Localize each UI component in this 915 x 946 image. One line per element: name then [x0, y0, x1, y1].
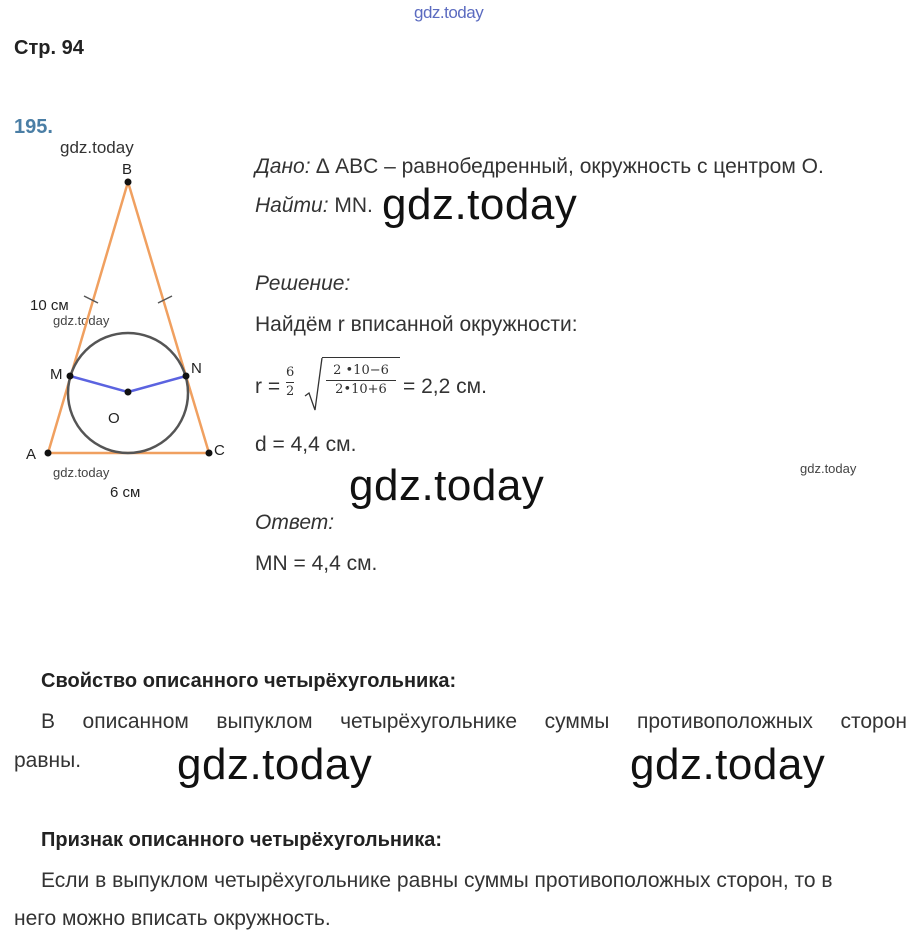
watermark-large-3: gdz.today — [177, 740, 373, 789]
label-c: C — [214, 442, 225, 459]
answer-text: MN = 4,4 см. — [255, 552, 378, 575]
watermark-figure-top: gdz.today — [60, 138, 134, 157]
label-m: M — [50, 366, 63, 383]
radius-on — [128, 376, 186, 392]
point-c — [206, 450, 213, 457]
side-length-label: 10 см — [30, 297, 69, 314]
property-line-2: равны. — [14, 749, 82, 772]
page-number: Стр. 94 — [14, 37, 84, 59]
radius-om — [70, 376, 128, 392]
solution-intro: Найдём r вписанной окружности: — [255, 313, 578, 336]
radius-result: = 2,2 см. — [403, 375, 487, 398]
watermark-large-2: gdz.today — [349, 461, 545, 510]
point-b — [125, 179, 132, 186]
criterion-title: Признак описанного четырёхугольника: — [41, 829, 443, 851]
label-o: O — [108, 410, 120, 427]
watermark-right-small: gdz.today — [800, 461, 857, 476]
criterion-line-1: Если в выпуклом четырёхугольнике равны суммы противоположных сторон, то в — [41, 869, 833, 892]
watermark-figure-bottom: gdz.today — [53, 465, 110, 480]
watermark-figure-middle: gdz.today — [53, 313, 110, 328]
answer-label: Ответ: — [255, 511, 335, 534]
given-text: ∆ ABC – равнобедренный, окружность с центром О. — [316, 155, 824, 178]
watermark-top: gdz.today — [414, 3, 484, 22]
diameter-line: d = 4,4 см. — [255, 433, 357, 456]
point-n — [183, 373, 190, 380]
fraction-six-halves — [286, 366, 294, 398]
radius-lhs: r = — [255, 375, 281, 398]
label-n: N — [191, 360, 202, 377]
find-label: Найти: — [255, 194, 329, 217]
tick-mark-ab — [84, 296, 98, 303]
fraction1-numerator: 6 — [286, 365, 295, 380]
find-line — [255, 194, 373, 218]
label-a: A — [26, 446, 37, 463]
watermark-large-1: gdz.today — [382, 180, 578, 229]
fraction2-denominator: 2•10+6 — [335, 382, 387, 397]
property-title: Свойство описанного четырёхугольника: — [41, 670, 457, 692]
fraction-under-root — [326, 364, 396, 396]
given-label: Дано: — [255, 155, 311, 178]
point-m — [67, 373, 74, 380]
solution-label: Решение: — [255, 272, 351, 295]
find-text: MN. — [334, 194, 373, 217]
fraction1-denominator: 2 — [286, 384, 295, 399]
base-length-label: 6 см — [110, 484, 141, 501]
point-a — [45, 450, 52, 457]
point-o — [125, 389, 132, 396]
fraction2-bar — [326, 380, 396, 381]
square-root-sign — [304, 356, 324, 414]
square-root-bar — [322, 357, 400, 358]
property-line-1: В описанном выпуклом четырёхугольнике суммы противоположных сторон — [41, 710, 907, 733]
fraction2-numerator: 2 •10−6 — [333, 363, 389, 378]
label-b: B — [122, 161, 133, 178]
watermark-large-4: gdz.today — [630, 740, 826, 789]
fraction1-bar — [286, 382, 294, 383]
task-number: 195. — [14, 116, 53, 138]
criterion-line-2: него можно вписать окружность. — [14, 907, 331, 930]
triangle-figure — [0, 0, 260, 510]
given-line — [255, 155, 824, 179]
